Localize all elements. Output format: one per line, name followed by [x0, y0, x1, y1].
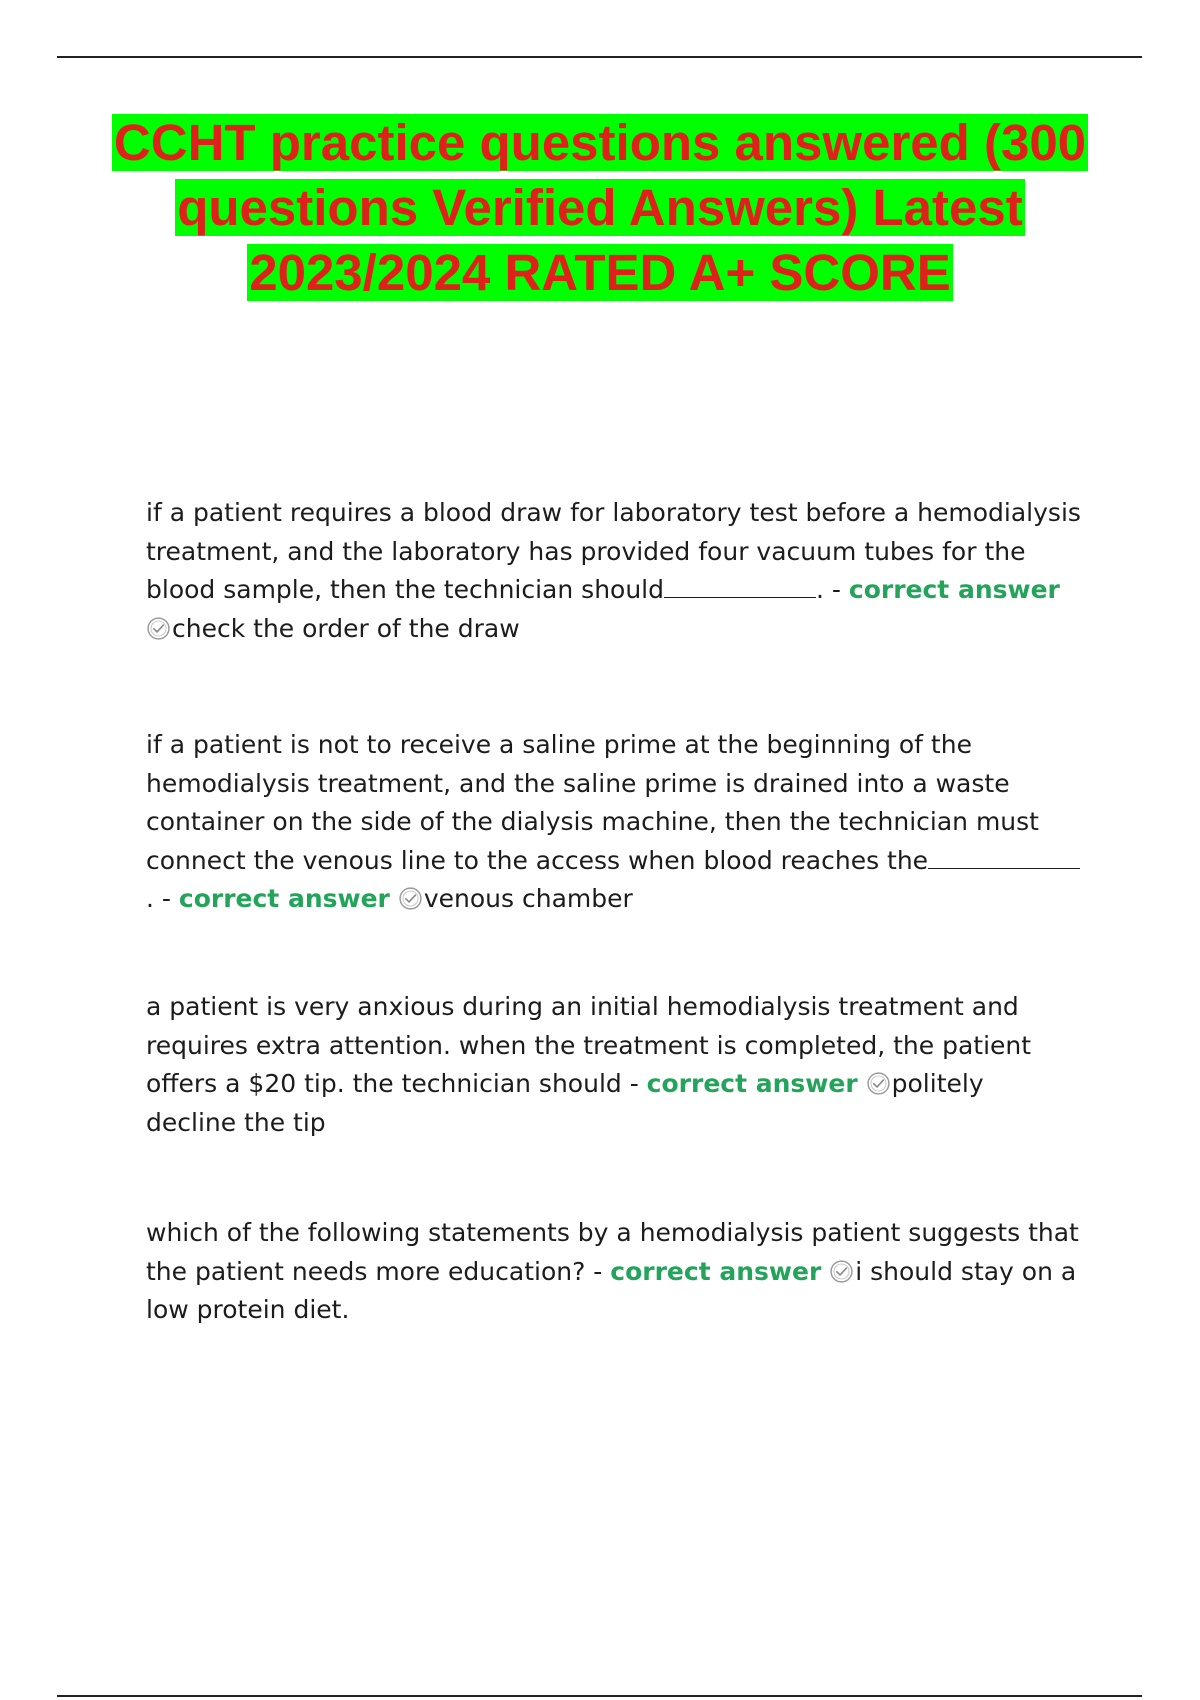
- question-text: if a patient requires a blood draw for laboratory test before a hemodialysis treatment, and the laboratory has provided four vacuum tubes for the blood sample, then the technician should: [146, 498, 1081, 604]
- answer-blank: [928, 844, 1080, 869]
- correct-answer-label: correct answer: [610, 1256, 822, 1286]
- verified-check-icon: [398, 886, 423, 911]
- qa-item-1: [146, 494, 1081, 648]
- correct-answer-label: correct answer: [646, 1069, 858, 1098]
- question-suffix: . -: [816, 575, 849, 604]
- qa-item-3: [146, 988, 1081, 1142]
- document-title: [80, 110, 1120, 305]
- question-text: which of the following statements by a hemodialysis patient suggests that the patient needs more education? -: [146, 1218, 1079, 1286]
- question-text: a patient is very anxious during an initial hemodialysis treatment and requires extra attention. when the treatment is completed, the patient offers a $20 tip. the technician should -: [146, 992, 1032, 1098]
- verified-check-icon: [146, 616, 171, 641]
- question-text: if a patient is not to receive a saline prime at the beginning of the hemodialysis treatment, and the saline prime is drained into a waste container on the side of the dialysis machine, then the technician must connect the venous line to the access when blood reaches the: [146, 730, 1039, 875]
- answer-text: politely decline the tip: [146, 1069, 984, 1137]
- verified-check-icon: [866, 1071, 891, 1096]
- top-rule: [57, 56, 1142, 58]
- answer-text: check the order of the draw: [172, 613, 520, 643]
- qa-item-2: [146, 726, 1081, 919]
- bottom-rule: [57, 1695, 1142, 1697]
- verified-check-icon: [829, 1259, 854, 1284]
- answer-text: venous chamber: [423, 884, 633, 913]
- correct-answer-label: correct answer: [848, 575, 1060, 604]
- correct-answer-label: correct answer: [178, 884, 390, 913]
- title-highlight: CCHT practice questions answered (300 questions Verified Answers) Latest 2023/2024 RATED A+ SCORE: [113, 114, 1087, 301]
- answer-text: i should stay on a low protein diet.: [146, 1256, 1077, 1324]
- answer-blank: [664, 573, 816, 598]
- question-suffix: . -: [146, 884, 179, 913]
- qa-item-4: [146, 1214, 1081, 1330]
